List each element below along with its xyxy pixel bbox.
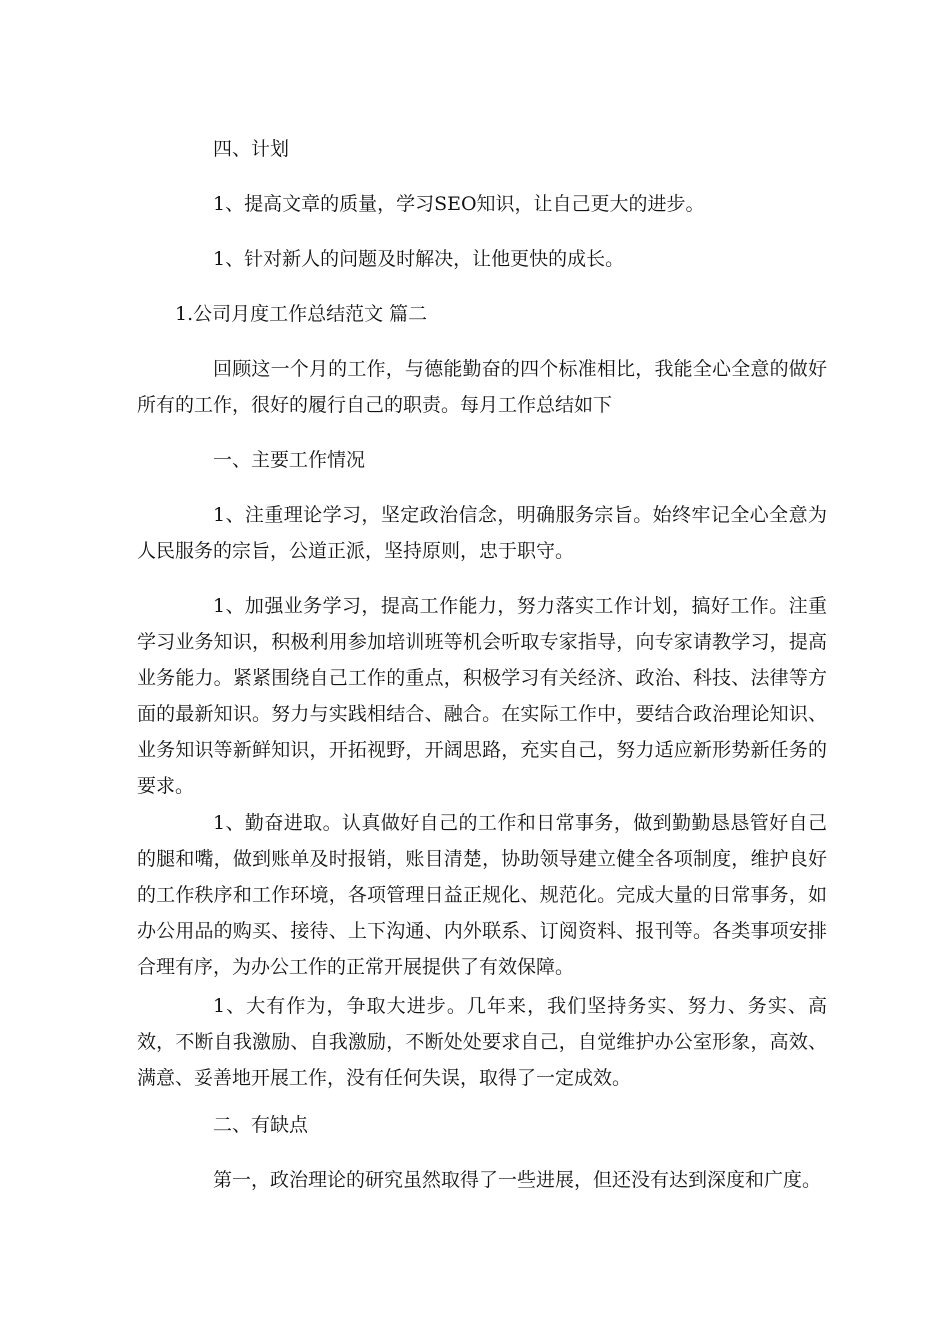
paragraph-first-shortcoming: 第一，政治理论的研究虽然取得了一些进展，但还没有达到深度和广度。 [213,1169,822,1191]
heading-shortcomings: 二、有缺点 [213,1114,309,1136]
heading-plan: 四、计划 [213,138,290,160]
plan-item-new-staff: 1、针对新人的问题及时解决，让他更快的成长。 [213,248,625,270]
section-title-part-two: 1.公司月度工作总结范文 篇二 [175,303,428,325]
paragraph-business-study: 1、加强业务学习，提高工作能力，努力落实工作计划，搞好工作。注重学习业务知识，积极利用参加培训班等机会听取专家指导，向专家请教学习，提高业务能力。紧紧围绕自己工作的重点，积极学习有关经济、政治、科技、法律等方面的最新知识。努力与实践相结合、融合。在实际工作中，要结合政治理论知识、业务知识等新鲜知识，开拓视野，开阔思路，充实自己，努力适应新形势新任务的要求。 [137,595,827,797]
heading-main-work: 一、主要工作情况 [213,449,366,471]
plan-item-article-quality: 1、提高文章的质量，学习SEO知识，让自己更大的进步。 [213,193,705,215]
paragraph-theory-study: 1、注重理论学习，坚定政治信念，明确服务宗旨。始终牢记全心全意为人民服务的宗旨，公道正派，坚持原则，忠于职守。 [137,504,827,562]
paragraph-review: 回顾这一个月的工作，与德能勤奋的四个标准相比，我能全心全意的做好所有的工作，很好的履行自己的职责。每月工作总结如下 [137,358,827,416]
paragraph-diligence: 1、勤奋进取。认真做好自己的工作和日常事务，做到勤勤恳恳管好自己的腿和嘴，做到账单及时报销，账目清楚，协助领导建立健全各项制度，维护良好的工作秩序和工作环境，各项管理日益正规化、规范化。完成大量的日常事务，如办公用品的购买、接待、上下沟通、内外联系、订阅资料、报刊等。各类事项安排合理有序，为办公工作的正常开展提供了有效保障。 [137,812,827,978]
paragraph-progress: 1、大有作为，争取大进步。几年来，我们坚持务实、努力、务实、高效，不断自我激励、自我激励，不断处处要求自己，自觉维护办公室形象，高效、满意、妥善地开展工作，没有任何失误，取得了一定成效。 [137,995,827,1089]
